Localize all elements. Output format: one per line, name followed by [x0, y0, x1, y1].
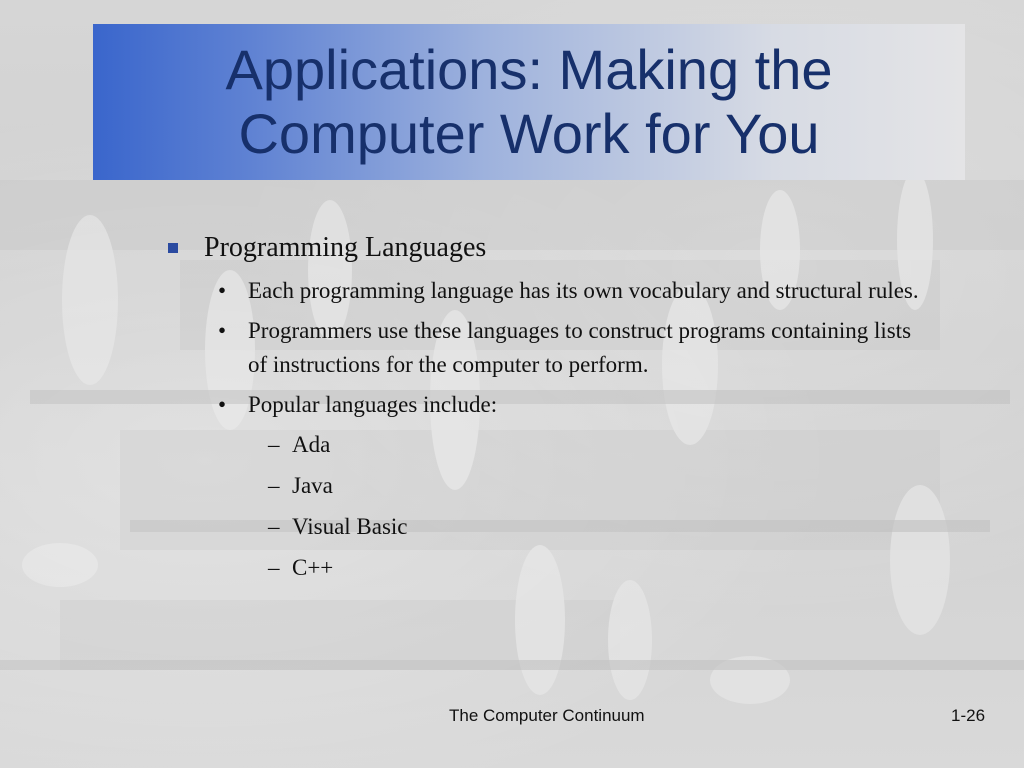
footer-title: The Computer Continuum: [449, 706, 645, 725]
language-name: Java: [292, 473, 333, 498]
slide-title: [93, 24, 965, 180]
language-name: C++: [292, 555, 334, 580]
bullet-programming-languages: [160, 228, 960, 268]
language-item: [264, 510, 960, 544]
language-name: Visual Basic: [292, 514, 408, 539]
dot-bullet-icon: •: [218, 278, 227, 303]
slide-title-line-2: Computer Work for You: [238, 102, 820, 165]
language-item: [264, 428, 960, 462]
dash-bullet-icon: –: [268, 432, 280, 457]
sub-bullet-text: Programmers use these languages to construct programs containing lists of instructions for the computer to perform.: [248, 318, 912, 377]
language-item: [264, 469, 960, 503]
slide-content: [160, 228, 960, 592]
bullet-text: Programming Languages: [204, 232, 487, 263]
sub-bullet-item: [212, 388, 928, 422]
sub-bullet-list: [212, 274, 960, 585]
sub-bullet-item: [212, 274, 928, 308]
slide-title-line-1: Applications: Making the: [225, 38, 833, 101]
square-bullet-icon: [168, 243, 178, 253]
language-name: Ada: [292, 432, 331, 457]
language-item: [264, 551, 960, 585]
page-number: 1-26: [951, 706, 986, 725]
sub-bullet-text: Each programming language has its own vocabulary and structural rules.: [248, 278, 919, 303]
dash-bullet-icon: –: [268, 514, 280, 539]
dot-bullet-icon: •: [218, 318, 227, 343]
language-list: [264, 428, 960, 585]
dot-bullet-icon: •: [218, 392, 227, 417]
dash-bullet-icon: –: [268, 555, 280, 580]
sub-bullet-text: Popular languages include:: [248, 392, 498, 417]
dash-bullet-icon: –: [268, 473, 280, 498]
sub-bullet-item: [212, 314, 928, 382]
